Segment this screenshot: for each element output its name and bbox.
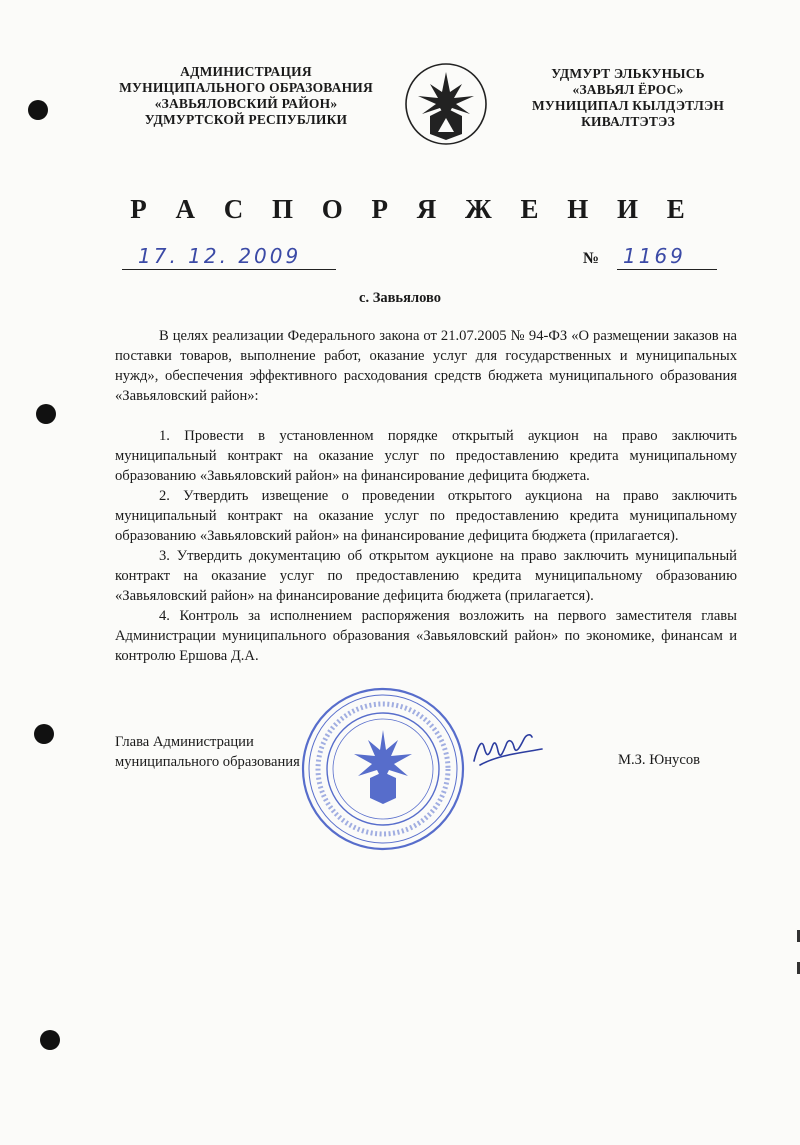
number-sign: №: [583, 250, 600, 267]
header-line: «ЗАВЬЯЛ ЁРОС»: [572, 82, 684, 97]
document-body: [115, 326, 737, 666]
list-item: 2. Утвердить извещение о проведении открытого аукциона на право заключить муниципальный контракт на оказание услуг по предоставлению кредита муниципальному образованию «Завьяловский район» на финансирование дефицита бюджета (прилагается).: [115, 488, 737, 544]
date-field: [122, 244, 336, 274]
list-item: 1. Провести в установленном порядке открытый аукцион на право заключить муниципальный контракт на оказание услуг по предоставлению кредита муниципальному образованию «Завьяловский район» на финансирование дефицита бюджета.: [115, 428, 737, 484]
official-stamp: [300, 686, 466, 852]
handwritten-signature: [468, 725, 548, 775]
intro-paragraph: В целях реализации Федерального закона от 21.07.2005 № 94-ФЗ «О размещении заказов на поставки товаров, выполнение работ, оказание услуг для государственных и муниципальных нужд», обеспечения эффективного расходования средств бюджета муниципального образования «Завьяловский район»:: [115, 328, 737, 404]
header-line: АДМИНИСТРАЦИЯ: [180, 64, 312, 79]
header-line: КИВАЛТЭТЭЗ: [581, 114, 675, 129]
header-left-ru: [112, 64, 380, 128]
number-field: [583, 244, 723, 274]
place-line: с. Завьялово: [359, 290, 441, 306]
handwritten-date: 17. 12. 2009: [138, 244, 302, 268]
date-underline: [122, 269, 336, 270]
punch-hole: [40, 1030, 60, 1050]
header-line: УДМУРТ ЭЛЬКУНЫСЬ: [551, 66, 705, 81]
handwritten-number: 1169: [623, 244, 686, 268]
header-line: МУНИЦИПАЛЬНОГО ОБРАЗОВАНИЯ: [119, 80, 373, 95]
signatory-title: [115, 732, 300, 772]
header-right-udm: [510, 66, 746, 130]
header-line: УДМУРТСКОЙ РЕСПУБЛИКИ: [144, 112, 348, 127]
document-title: Р А С П О Р Я Ж Е Н И Е: [130, 194, 696, 224]
number-underline: [617, 269, 717, 270]
punch-hole: [28, 100, 48, 120]
list-item: 3. Утвердить документацию об открытом аукционе на право заключить муниципальный контракт на оказание услуг по предоставлению кредита муниципальному образованию «Завьяловский район» на финансирование дефицита бюджета (прилагается).: [115, 548, 737, 604]
signatory-title-line: муниципального образования: [115, 754, 300, 770]
punch-hole: [34, 724, 54, 744]
list-item: 4. Контроль за исполнением распоряжения возложить на первого заместителя главы Администрации муниципального образования «Завьяловский район» по экономике, финансам и контролю Ершова Д.А.: [115, 608, 737, 664]
signatory-title-line: Глава Администрации: [115, 734, 254, 750]
coat-of-arms-icon: [404, 62, 488, 146]
signatory-name: М.З. Юнусов: [618, 752, 701, 768]
header-line: МУНИЦИПАЛ КЫЛДЭТЛЭН: [531, 98, 725, 113]
header-line: «ЗАВЬЯЛОВСКИЙ РАЙОН»: [154, 96, 338, 111]
punch-hole: [36, 404, 56, 424]
